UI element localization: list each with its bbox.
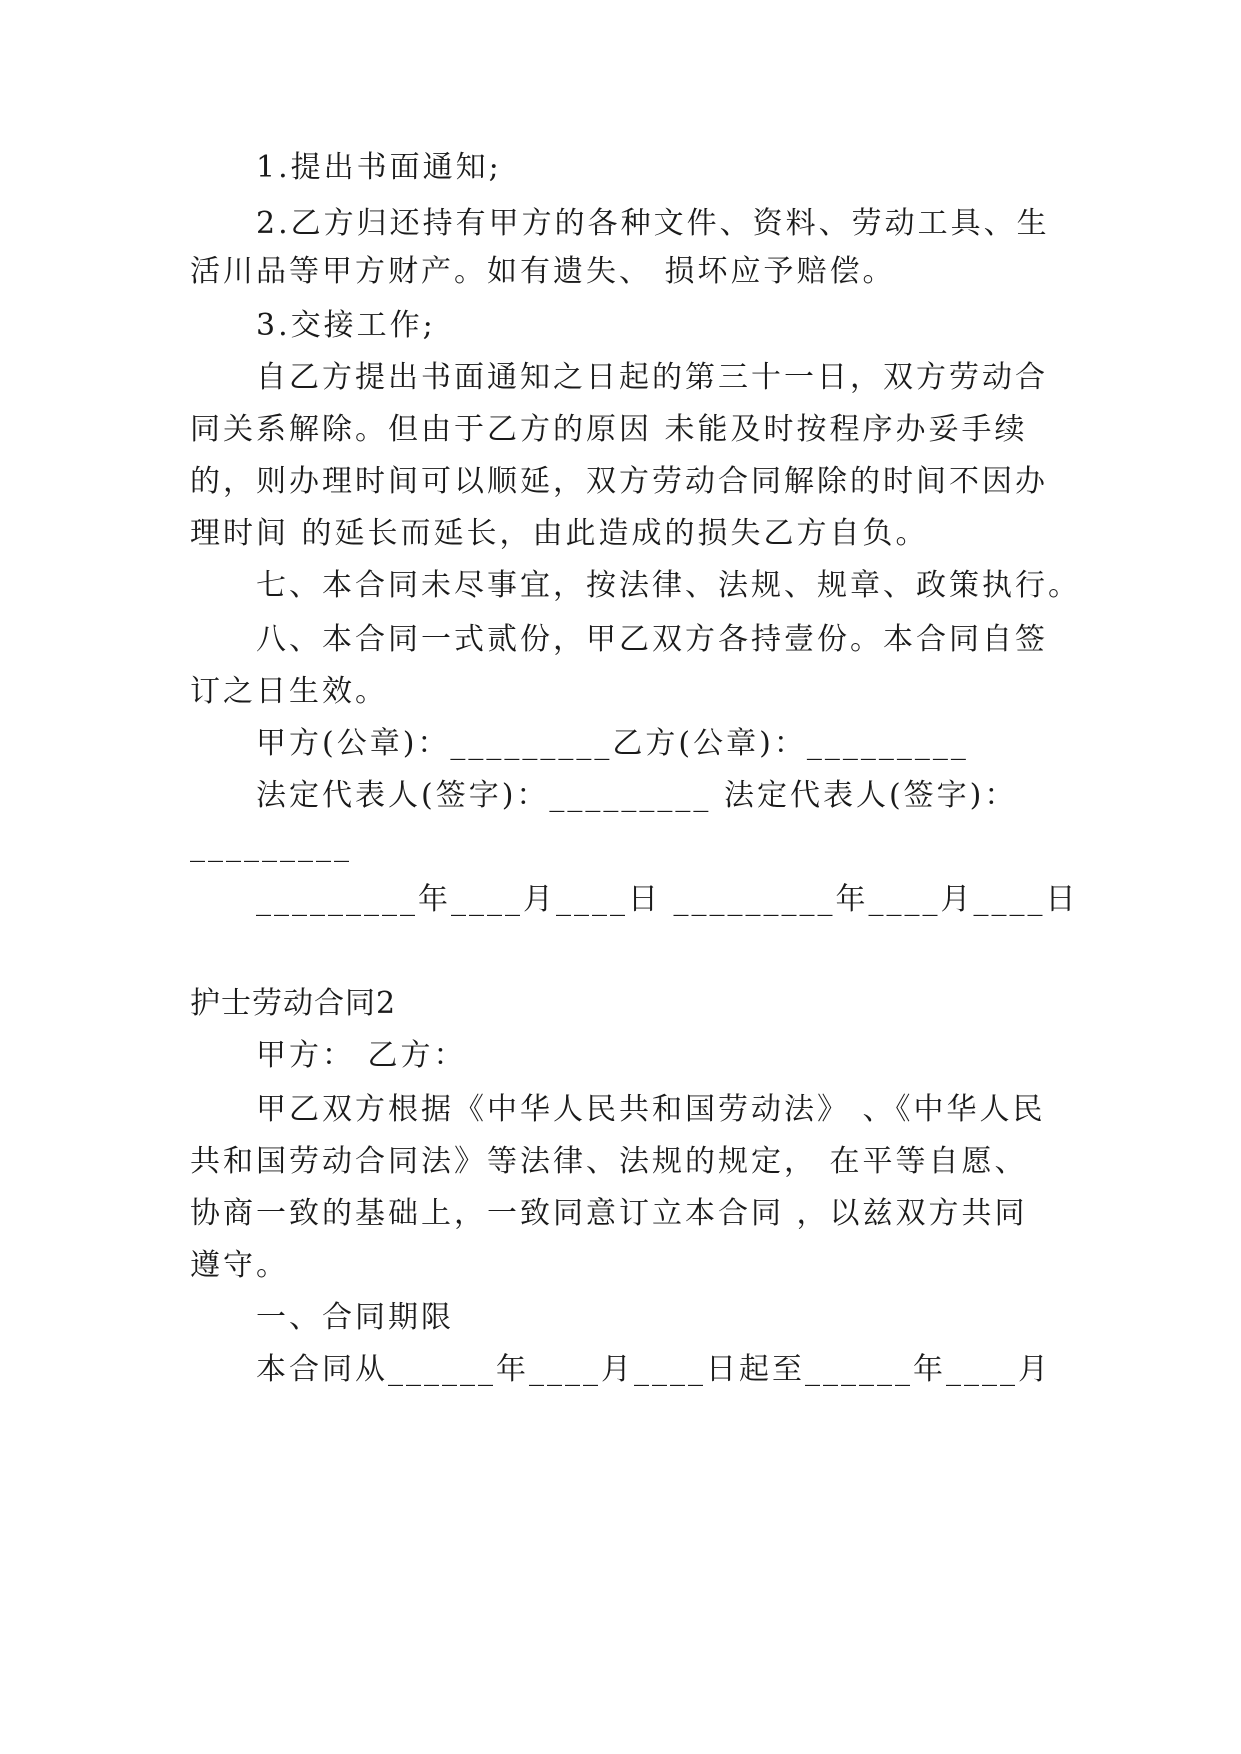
- clause-3: 3.交接工作;: [256, 308, 436, 343]
- article-1-heading: 一、合同期限: [256, 1300, 454, 1335]
- signature-representative-line: 法定代表人(签字)：_________ 法定代表人(签字)：: [256, 778, 1018, 813]
- signature-seal-line: 甲方(公章)：_________乙方(公章)：_________: [256, 726, 969, 761]
- paragraph-termination: 自乙方提出书面通知之日起的第三十一日，双方劳动合: [256, 360, 1048, 395]
- clause-2: 2.乙方归还持有甲方的各种文件、资料、劳动工具、生: [256, 206, 1050, 241]
- article-7: 七、本合同未尽事宜，按法律、法规、规章、政策执行。: [256, 568, 1081, 603]
- preamble-line-2: 共和国劳动合同法》等法律、法规的规定， 在平等自愿、: [190, 1144, 1028, 1179]
- preamble-line-3: 协商一致的基础上，一致同意订立本合同 ，以兹双方共同: [190, 1196, 1028, 1231]
- signature-date-line: _________年____月____日 _________年____月____日: [256, 882, 1079, 917]
- article-8-cont: 订之日生效。: [190, 674, 388, 709]
- contract-term-line: 本合同从______年____月____日起至______年____月: [256, 1352, 1051, 1387]
- preamble-line-1: 甲乙双方根据《中华人民共和国劳动法》 、《中华人民: [256, 1092, 1046, 1127]
- signature-representative-blank: _________: [190, 828, 352, 863]
- article-8: 八、本合同一式贰份，甲乙双方各持壹份。本合同自签: [256, 622, 1048, 657]
- paragraph-termination-line-4: 理时间 的延长而延长，由此造成的损失乙方自负。: [190, 516, 929, 551]
- preamble-line-4: 遵守。: [190, 1248, 289, 1283]
- paragraph-termination-line-3: 的，则办理时间可以顺延，双方劳动合同解除的时间不因办: [190, 464, 1048, 499]
- clause-1: 1.提出书面通知;: [256, 150, 502, 185]
- paragraph-termination-line-2: 同关系解除。但由于乙方的原因 未能及时按程序办妥手续: [190, 412, 1028, 447]
- clause-2-cont: 活川品等甲方财产。如有遗失、 损坏应予赔偿。: [190, 254, 896, 289]
- section-title: 护士劳动合同2: [190, 986, 397, 1021]
- parties-line: 甲方： 乙方：: [256, 1038, 467, 1073]
